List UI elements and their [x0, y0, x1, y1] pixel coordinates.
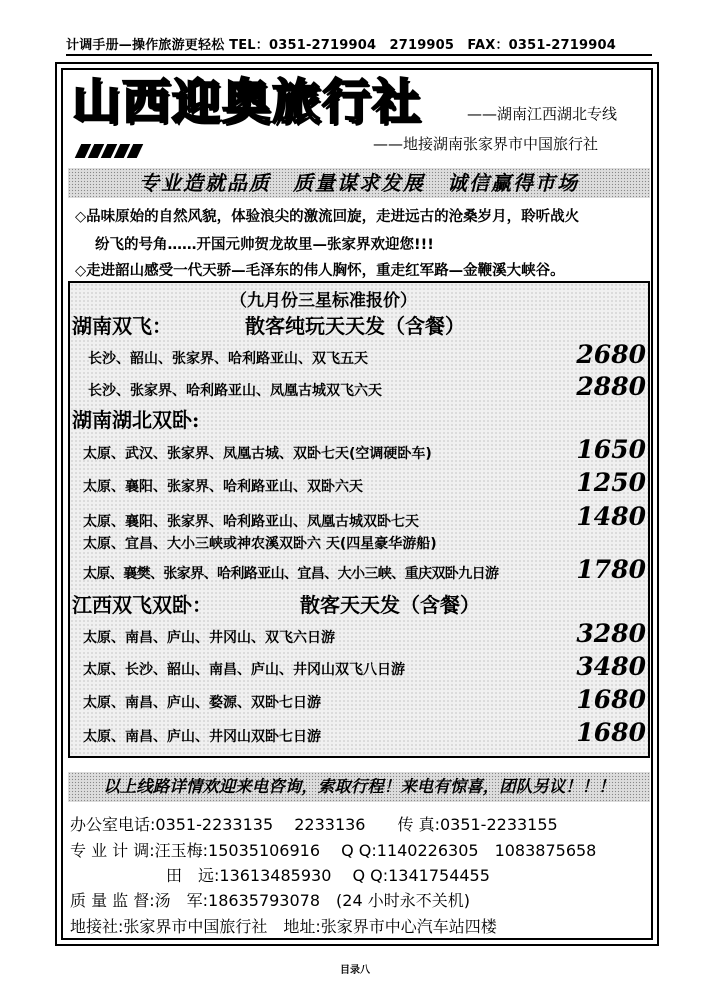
route-price: 1480	[576, 502, 646, 531]
route-name: 太原、南昌、庐山、婺源、双卧七日游	[83, 695, 321, 711]
route-name: 太原、襄阳、张家界、哈利路亚山、凤凰古城双卧七天	[83, 514, 419, 530]
route-price: 1680	[576, 718, 646, 747]
route-price: 2680	[576, 340, 646, 369]
route-name: 太原、长沙、韶山、南昌、庐山、井冈山双飞八日游	[83, 662, 405, 678]
agency-logo-title: 山西迎奥旅行社	[72, 74, 423, 130]
section-title-hunan-fly: 湖南双飞：	[72, 314, 172, 338]
contact-office: 办公室电话:0351-2233135 2233136 传 真:0351-2233155	[70, 815, 558, 834]
route-price: 2880	[576, 372, 646, 401]
page-number: 目录八	[340, 965, 370, 976]
intro-line-3: ◇走进韶山感受一代天骄—毛泽东的伟人胸怀，重走红军路—金鞭溪大峡谷。	[75, 263, 565, 279]
route-price: 1780	[576, 555, 646, 584]
route-name: 太原、南昌、庐山、井冈山双卧七日游	[83, 729, 321, 745]
route-price: 1650	[576, 435, 646, 464]
contact-quality: 质 量 监 督:汤 军:18635793078 (24 小时永不关机)	[70, 891, 470, 910]
footer-slogan-bar	[68, 772, 650, 802]
section-tag-jiangxi: 散客天天发（含餐）	[300, 593, 480, 617]
route-price: 3480	[576, 652, 646, 681]
route-name: 太原、襄樊、张家界、哈利路亚山、宜昌、大小三峡、重庆双卧九日游	[83, 566, 499, 582]
intro-line-1: ◇品味原始的自然风貌，体验浪尖的激流回旋，走进远古的沧桑岁月，聆听战火	[75, 209, 580, 225]
brand-subtitle-2: ——地接湖南张家界市中国旅行社	[373, 135, 599, 153]
route-price: 1680	[576, 685, 646, 714]
section-tag-hunan-fly: 散客纯玩天天发（含餐）	[245, 314, 465, 338]
route-name: 太原、武汉、张家界、凤凰古城、双卧七天(空调硬卧车)	[83, 446, 432, 462]
contact-planner-1: 专 业 计 调:汪玉梅:15035106916 Q Q:1140226305 1083875658	[70, 841, 597, 860]
route-price: 1250	[576, 468, 646, 497]
route-name: 长沙、韶山、张家界、哈利路亚山、双飞五天	[88, 351, 368, 367]
contact-local-agency: 地接社:张家界市中国旅行社 地址:张家界市中心汽车站四楼	[70, 917, 497, 936]
route-name: 太原、襄阳、张家界、哈利路亚山、双卧六天	[83, 479, 363, 495]
route-name: 长沙、张家界、哈利路亚山、凤凰古城双飞六天	[88, 383, 382, 399]
brand-subtitle-1: ——湖南江西湖北专线	[467, 105, 618, 123]
slogan-bar	[68, 168, 650, 198]
intro-line-2: 纷飞的号角……开国元帅贺龙故里—张家界欢迎您!!!	[95, 237, 434, 253]
section-title-hunan-hubei: 湖南湖北双卧:	[72, 408, 200, 432]
contact-planner-2: 田 远:13613485930 Q Q:1341754455	[70, 866, 490, 885]
header-contact-line: 计调手册—操作旅游更轻松 TEL：0351-2719904 2719905 FAX：0351-2719904	[66, 34, 652, 56]
route-price: 3280	[576, 619, 646, 648]
decorative-stripes-icon	[78, 143, 148, 159]
footer-slogan-text: 以上线路详情欢迎来电咨询，索取行程！来电有惊喜，团队另议！！！	[103, 777, 615, 796]
route-name: 太原、南昌、庐山、井冈山、双飞六日游	[83, 630, 335, 646]
price-table-title: （九月份三星标准报价）	[230, 291, 417, 311]
section-title-jiangxi: 江西双飞双卧：	[72, 593, 212, 617]
route-name: 太原、宜昌、大小三峡或神农溪双卧六 天(四星豪华游船)	[83, 536, 437, 552]
slogan-text: 专业造就品质 质量谋求发展 诚信赢得市场	[139, 171, 579, 195]
